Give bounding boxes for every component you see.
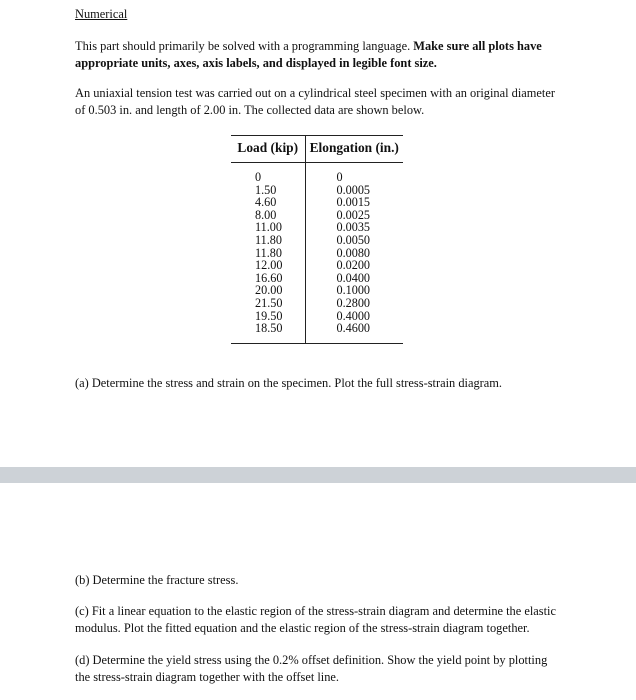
cell-load: 11.80	[255, 245, 282, 260]
table-row	[231, 196, 403, 209]
cell-elongation: 0.0005	[305, 184, 403, 197]
cell-load: 11.00	[255, 220, 282, 235]
cell-elongation: 0.0200	[305, 259, 403, 272]
cell-load: 1.50	[255, 182, 277, 197]
header-elongation: Elongation (in.)	[305, 136, 403, 163]
table-row	[231, 234, 403, 247]
cell-load: 20.00	[255, 283, 283, 298]
cell-load: 18.50	[255, 321, 283, 336]
intro-text: This part should primarily be solved with a programming language.	[75, 39, 414, 53]
table-row	[231, 163, 403, 184]
cell-elongation: 0.0025	[305, 209, 403, 222]
cell-load: 21.50	[255, 295, 283, 310]
data-table-container	[231, 135, 403, 344]
cell-load: 12.00	[255, 258, 283, 273]
table-row	[231, 297, 403, 310]
cell-elongation: 0.1000	[305, 284, 403, 297]
cell-elongation: 0.0015	[305, 196, 403, 209]
table-row	[231, 322, 403, 343]
table-header-row	[231, 136, 403, 163]
page-divider-band	[0, 467, 636, 483]
cell-load: 0	[255, 170, 262, 184]
intro-paragraph	[75, 38, 565, 72]
description-paragraph: An uniaxial tension test was carried out on a cylindrical steel specimen with an original diameter of 0.503 in. and length of 2.00 in. The collected data are shown below.	[75, 86, 555, 117]
cell-elongation: 0.0400	[305, 272, 403, 285]
cell-elongation: 0.0080	[305, 247, 403, 260]
question-c: (c) Fit a linear equation to the elastic region of the stress-strain diagram and determine the elastic modulus. Plot the fitted equation and the elastic region of the stress-strain diagram together.	[75, 604, 556, 635]
cell-load: 19.50	[255, 308, 283, 323]
section-heading: Numerical	[75, 7, 128, 21]
cell-elongation: 0.0035	[305, 221, 403, 234]
cell-load: 4.60	[255, 195, 277, 210]
cell-load: 11.80	[255, 232, 282, 247]
table-body	[231, 163, 403, 344]
question-a: (a) Determine the stress and strain on the specimen. Plot the full stress-strain diagram.	[75, 376, 503, 390]
cell-load: 16.60	[255, 270, 283, 285]
cell-elongation: 0	[305, 163, 403, 184]
cell-elongation: 0.2800	[305, 297, 403, 310]
intro-bold-text: Make sure all plots have appropriate units, axes, axis labels, and displayed in legible font size.	[75, 39, 542, 70]
cell-elongation: 0.4000	[305, 310, 403, 323]
question-b: (b) Determine the fracture stress.	[75, 573, 239, 587]
header-load: Load (kip)	[237, 140, 299, 155]
cell-load: 8.00	[255, 207, 277, 222]
load-elongation-table	[231, 135, 403, 344]
cell-elongation: 0.4600	[305, 322, 403, 343]
table-row	[231, 259, 403, 272]
question-d: (d) Determine the yield stress using the 0.2% offset definition. Show the yield point by plotting the stress-strain diagram together with the offset line.	[75, 653, 548, 684]
cell-elongation: 0.0050	[305, 234, 403, 247]
